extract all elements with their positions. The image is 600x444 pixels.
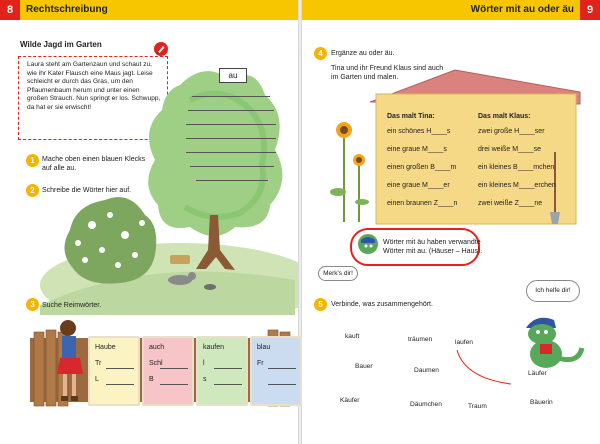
tina-item[interactable]: einen großen B____m [387, 164, 457, 171]
left-section-title: Rechtschreibung [26, 4, 108, 15]
tree-sign: au [219, 68, 247, 83]
rhyme-card-word: blau [257, 344, 271, 351]
rhyme-card [88, 336, 140, 406]
match-word[interactable]: Daumen [414, 367, 439, 374]
task-4-text: Ergänze au oder äu. [331, 50, 395, 57]
match-word[interactable]: Käufer [340, 397, 360, 404]
rhyme-card-prompt: Fr [257, 360, 264, 367]
task-2-text: Schreibe die Wörter hier auf. [42, 187, 132, 194]
rhyme-answer-line[interactable] [160, 368, 188, 369]
match-word[interactable]: Däumchen [410, 401, 442, 408]
match-line [455, 348, 515, 388]
rhyme-answer-line[interactable] [106, 384, 134, 385]
tree-writing-line[interactable] [186, 152, 276, 153]
story-text: Laura steht am Gartenzaun und schaut zu, wie ihr Kater Flausch eine Maus jagt. Leise schleicht er durch das Gras, um den Pflaumenbaum herum und unter einen großen Strauch. Nun springt er los. Schwupp, da hat er sie erwischt! [27, 61, 161, 111]
story-heading: Wilde Jagd im Garten [20, 40, 102, 49]
match-word[interactable]: Bäuerin [530, 399, 553, 406]
tina-item[interactable]: ein schönes H____s [387, 128, 451, 135]
left-page-number: 8 [0, 0, 20, 20]
rhyme-card-prompt: s [203, 376, 207, 383]
tip-text: Wörter mit äu haben verwandte Wörter mit au. (Häuser – Haus). [383, 239, 483, 255]
tina-item[interactable]: einen braunen Z____n [387, 200, 458, 207]
tree-writing-line[interactable] [190, 166, 274, 167]
dragon-mascot-icon [358, 234, 378, 254]
match-word[interactable]: laufen [455, 339, 473, 346]
pencil-icon [154, 42, 168, 56]
rhyme-answer-line[interactable] [106, 368, 134, 369]
task-4-badge: 4 [314, 47, 327, 60]
klaus-item[interactable]: zwei große H____ser [478, 128, 545, 135]
klaus-heading: Das malt Klaus: [478, 113, 531, 120]
merk-speech-bubble: Merk's dir! [318, 266, 358, 281]
rhyme-answer-line[interactable] [160, 384, 188, 385]
intro-text: Tina und ihr Freund Klaus sind auch im Garten und malen. [331, 65, 444, 81]
tina-heading: Das malt Tina: [387, 113, 435, 120]
tree-writing-line[interactable] [186, 124, 276, 125]
task-5-text: Verbinde, was zusammengehört. [331, 301, 433, 308]
rhyme-card-prompt: Tr [95, 360, 102, 367]
tina-item[interactable]: eine graue M____er [387, 182, 450, 189]
rhyme-card-prompt: l [203, 360, 205, 367]
rhyme-card-word: auch [149, 344, 165, 351]
task-1-badge: 1 [26, 154, 39, 167]
klaus-item[interactable]: ein kleines B____mchen [478, 164, 555, 171]
rhyme-answer-line[interactable] [214, 384, 242, 385]
tree-writing-line[interactable] [188, 110, 274, 111]
match-word[interactable]: kauft [345, 333, 360, 340]
task-2-badge: 2 [26, 184, 39, 197]
garden-illustration [30, 55, 298, 315]
match-word[interactable]: Traum [468, 403, 487, 410]
rhyme-card-word: kaufen [203, 344, 225, 351]
tree-writing-line[interactable] [192, 96, 270, 97]
rhyme-card [196, 336, 248, 406]
rhyme-card [250, 336, 302, 406]
match-word[interactable]: träumen [408, 336, 433, 343]
help-speech-bubble: Ich helfe dir! [526, 280, 580, 302]
klaus-item[interactable]: ein kleines M____erchen [478, 182, 556, 189]
right-section-title: Wörter mit au oder äu [470, 4, 574, 15]
rhyme-answer-line[interactable] [268, 384, 296, 385]
rhyme-answer-line[interactable] [214, 368, 242, 369]
tina-item[interactable]: eine graue M____s [387, 146, 447, 153]
tree-writing-line[interactable] [186, 138, 276, 139]
dragon-character [506, 308, 586, 378]
rhyme-card-word: Haube [95, 344, 116, 351]
right-page-number: 9 [580, 0, 600, 20]
task-1-text: Mache oben einen blauen Klecks auf alle au. [42, 156, 146, 172]
klaus-item[interactable]: drei weiße M____se [478, 146, 542, 153]
task-3-badge: 3 [26, 298, 39, 311]
rhyme-card-prompt: L [95, 376, 99, 383]
rhyme-card [142, 336, 194, 406]
klaus-item[interactable]: zwei weiße Z____ne [478, 200, 543, 207]
rhyme-card-prompt: Schl [149, 360, 163, 367]
match-word[interactable]: Läufer [528, 370, 547, 377]
tree-writing-line[interactable] [196, 180, 268, 181]
rhyme-card-prompt: B [149, 376, 154, 383]
task-3-text: Suche Reimwörter. [42, 302, 102, 309]
task-5-badge: 5 [314, 298, 327, 311]
rhyme-answer-line[interactable] [268, 368, 296, 369]
match-word[interactable]: Bauer [355, 363, 373, 370]
